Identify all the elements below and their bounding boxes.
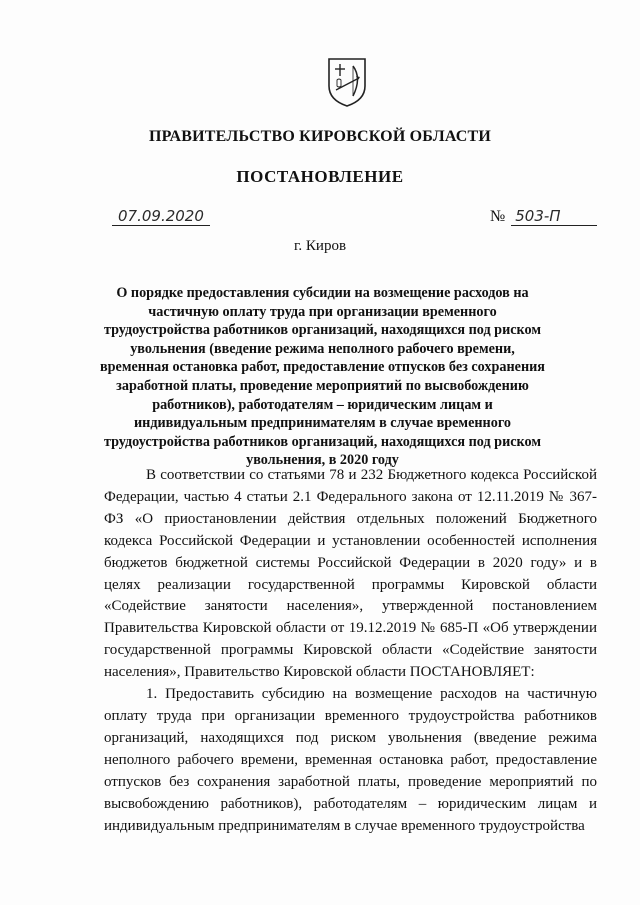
number-value: 503-П: [511, 207, 597, 226]
document-type: ПОСТАНОВЛЕНИЕ: [236, 167, 404, 186]
government-title: ПРАВИТЕЛЬСТВО КИРОВСКОЙ ОБЛАСТИ: [148, 128, 492, 145]
document-date: 07.09.2020: [112, 207, 210, 226]
number-prefix: №: [490, 208, 506, 225]
document-body: [104, 465, 597, 837]
coat-of-arms-icon: [326, 56, 368, 108]
body-paragraph: В соответствии со статьями 78 и 232 Бюджетного кодекса Российской Федерации, частью 4 статьи 2.1 Федерального закона от 12.11.2019 № 367-ФЗ «О приостановлении действия отдельных положений Бюджетного кодекса Российской Федерации и установлении особенностей исполнения бюджетов бюджетной системы Российской Федерации в 2020 году» и в целях реализации государственной программы Кировской области «Содействие занятости населения», утвержденной постановлением Правительства Кировской области от 19.12.2019 № 685-П «Об утверждении государственной программы Кировской области «Содействие занятости населения», Правительство Кировской области ПОСТАНОВЛЯЕТ:: [104, 467, 597, 681]
document-subject: О порядке предоставления субсидии на возмещение расходов на частичную оплату труда при организации временного трудоустройства работников организаций, находящихся под риском увольнения (введение режима неполного рабочего времени, временная остановка работ, предоставление отпусков без сохранения заработной платы, проведение мероприятий по высвобождению работников), работодателям – юридическим лицам и индивидуальным предпринимателям в случае временного трудоустройства работников организаций, находящихся под риском увольнения, в 2020 году: [100, 285, 545, 469]
body-paragraph: 1. Предоставить субсидию на возмещение расходов на частичную оплату труда при организации временного трудоустройства работников организаций, находящихся под риском увольнения (введение режима неполного рабочего времени, временная остановка работ, предоставление отпусков без сохранения заработной платы, проведение мероприятий по высвобождению работников), работодателям – юридическим лицам и индивидуальным предпринимателям в случае временного трудоустройства: [104, 686, 597, 834]
city: г. Киров: [293, 238, 347, 254]
document-number: [490, 207, 597, 226]
